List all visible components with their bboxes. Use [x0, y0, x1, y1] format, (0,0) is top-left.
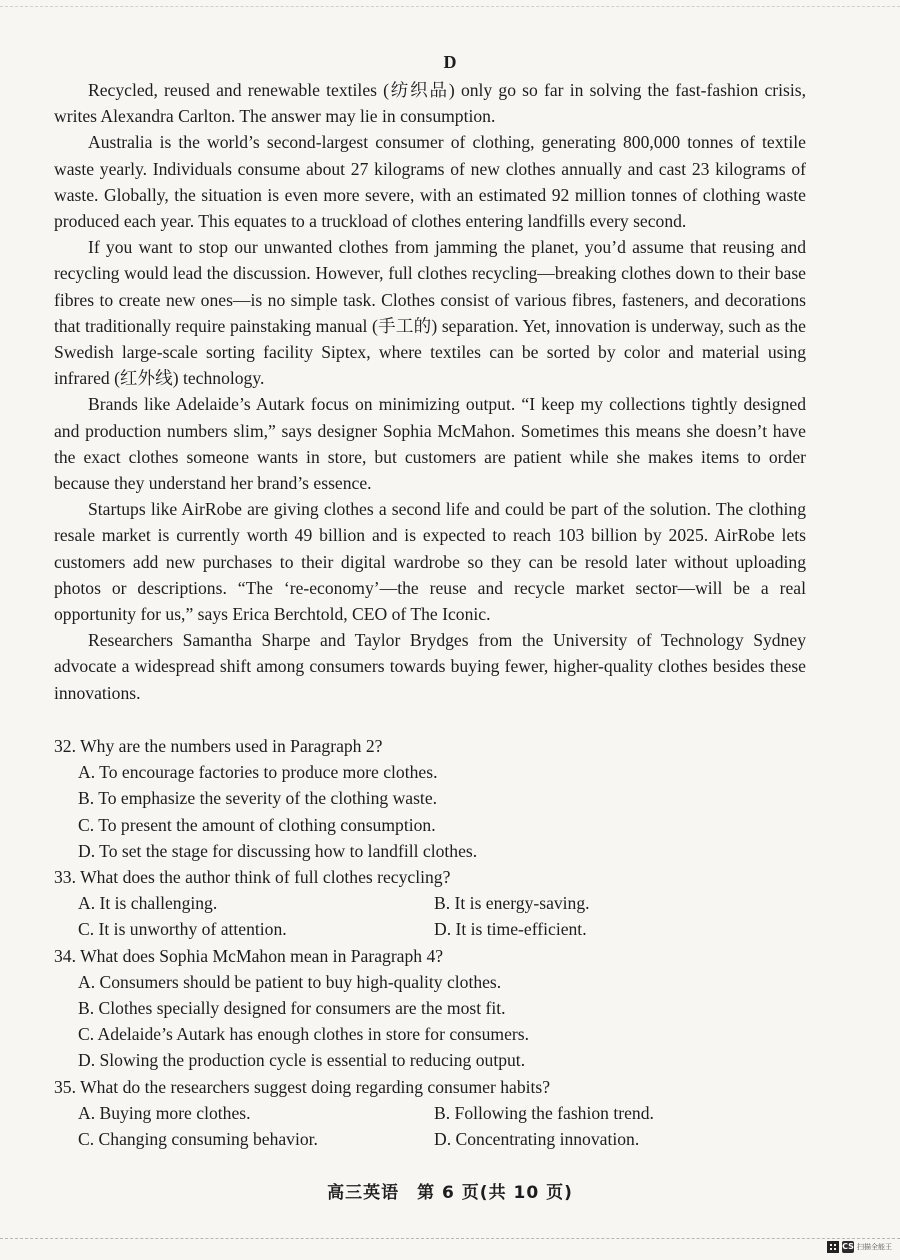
question-34 — [54, 943, 806, 1074]
option-d: D. Slowing the production cycle is essential to reducing output. — [78, 1050, 526, 1071]
option-row — [54, 890, 806, 916]
option-a: A. To encourage factories to produce more clothes. — [78, 762, 438, 783]
section-heading: D — [443, 52, 457, 72]
top-scan-edge — [0, 6, 900, 7]
option-c: C. Adelaide’s Autark has enough clothes in store for consumers. — [78, 1024, 529, 1045]
qr-code-icon — [827, 1241, 839, 1253]
reading-passage — [54, 77, 806, 706]
option-b: B. Clothes specially designed for consumers are the most fit. — [78, 998, 506, 1019]
paragraph-1: Recycled, reused and renewable textiles (纺织品) only go so far in solving the fast-fashion crisis, writes Alexandra Carlton. The answer may lie in consumption. — [54, 80, 806, 127]
option-d: D. It is time-efficient. — [434, 919, 587, 940]
option-c: C. To present the amount of clothing consumption. — [78, 814, 436, 835]
paragraph-5: Startups like AirRobe are giving clothes a second life and could be part of the solution. The clothing resale market is currently worth 49 billion and is expected to reach 103 billion by 2025. AirRobe lets customers add new purchases to their digital wardrobe so they can be resold later without uploading photos or descriptions. “The ‘re-economy’—the reuse and recycle market sector—will be a real opportunity for us,” says Erica Berchtold, CEO of The Iconic. — [54, 499, 806, 625]
option-b: B. To emphasize the severity of the clothing waste. — [78, 788, 438, 809]
question-33 — [54, 864, 806, 943]
question-32 — [54, 733, 806, 864]
option-b: B. Following the fashion trend. — [434, 1102, 654, 1123]
question-35 — [54, 1074, 806, 1153]
scanner-watermark — [827, 1241, 892, 1253]
paragraph-6: Researchers Samantha Sharpe and Taylor Brydges from the University of Technology Sydney advocate a widespread shift among consumers towards buying fewer, higher-quality clothes besides these innovations. — [54, 630, 806, 703]
option-row — [54, 1126, 806, 1152]
option-a: A. It is challenging. — [78, 893, 218, 914]
option-d: D. Concentrating innovation. — [434, 1129, 640, 1150]
option-row — [54, 916, 806, 942]
option-b: B. It is energy-saving. — [434, 893, 590, 914]
option-a: A. Consumers should be patient to buy high-quality clothes. — [78, 971, 502, 992]
option-c: C. Changing consuming behavior. — [78, 1129, 318, 1150]
page-footer: 高三英语 第 6 页(共 10 页) — [327, 1183, 573, 1203]
option-a: A. Buying more clothes. — [78, 1102, 251, 1123]
option-c: C. It is unworthy of attention. — [78, 919, 287, 940]
scanner-logo-icon: CS — [842, 1242, 854, 1251]
question-stem: 32. Why are the numbers used in Paragraph 2? — [54, 736, 383, 756]
option-row — [54, 1100, 806, 1126]
question-stem: 34. What does Sophia McMahon mean in Paragraph 4? — [54, 945, 444, 966]
question-stem: 33. What does the author think of full clothes recycling? — [54, 867, 451, 888]
paragraph-3: If you want to stop our unwanted clothes from jamming the planet, you’d assume that reusing and recycling would lead the discussion. However, full clothes recycling—breaking clothes down to their base fibres to create new ones—is no simple task. Clothes consist of various fibres, fasteners, and decorations that traditionally require painstaking manual (手工的) separation. Yet, innovation is underway, such as the Swedish large-scale sorting facility Siptex, where textiles can be sorted by color and material using infrared (红外线) technology. — [54, 237, 806, 389]
option-d: D. To set the stage for discussing how to landfill clothes. — [78, 840, 478, 861]
paragraph-4: Brands like Adelaide’s Autark focus on minimizing output. “I keep my collections tightly designed and production numbers slim,” says designer Sophia McMahon. Sometimes this means she doesn’t have the exact clothes someone wants in store, but customers are patient while she makes items to order because they understand her brand’s essence. — [54, 394, 806, 494]
question-list — [54, 733, 806, 1152]
paragraph-2: Australia is the world’s second-largest consumer of clothing, generating 800,000 tonnes of textile waste yearly. Individuals consume about 27 kilograms of new clothes annually and cast 23 kilograms of waste. Globally, the situation is even more severe, with an estimated 92 million tonnes of clothing waste produced each year. This equates to a truckload of clothes entering landfills every second. — [54, 132, 806, 232]
bottom-scan-edge — [0, 1238, 900, 1239]
scanner-label: 扫描全能王 — [857, 1243, 892, 1251]
question-stem: 35. What do the researchers suggest doing regarding consumer habits? — [54, 1076, 551, 1097]
